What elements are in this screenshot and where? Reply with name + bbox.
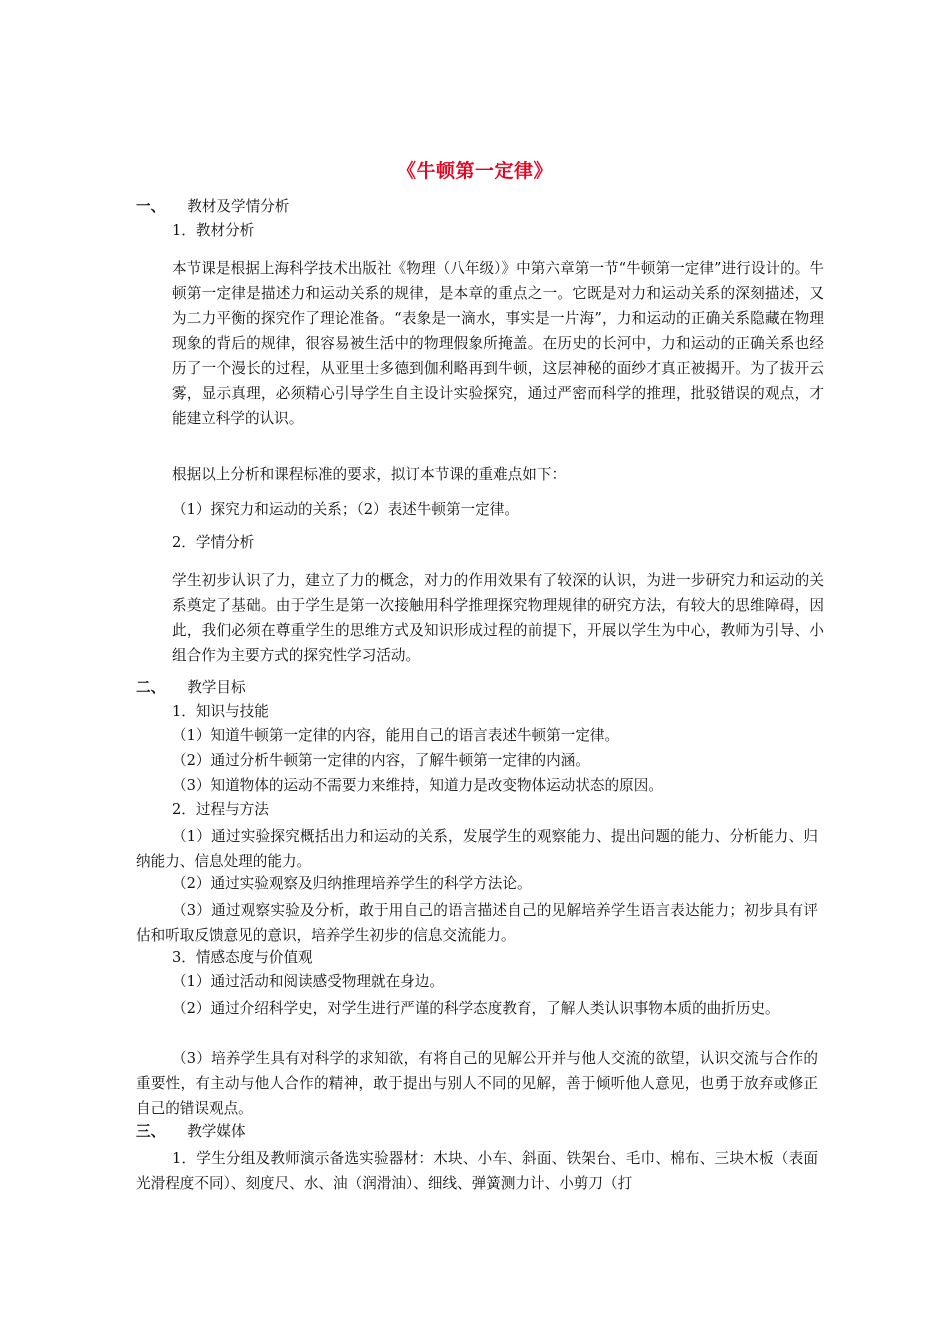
paragraph-key-points: （1）探究力和运动的关系；（2）表述牛顿第一定律。 — [172, 501, 519, 518]
list-item-attitude-1: （1）通过活动和阅读感受物理就在身边。 — [172, 973, 444, 990]
subheading-student-analysis: 2．学情分析 — [172, 534, 255, 551]
section-number: 三、 — [136, 1123, 166, 1140]
list-item-process-2: （2）通过实验观察及归纳推理培养学生的科学方法论。 — [172, 875, 532, 892]
section-number: 一、 — [136, 198, 166, 215]
subheading-process-method: 2．过程与方法 — [172, 801, 269, 818]
list-item-process-1: （1）通过实验探究概括出力和运动的关系，发展学生的观察能力、提出问题的能力、分析能力、归纳能力、信息处理的能力。 — [136, 828, 818, 870]
subheading-textbook-analysis: 1．教材分析 — [172, 222, 255, 239]
section-heading-2 — [136, 678, 246, 698]
section-heading-3 — [136, 1122, 246, 1142]
paragraph-textbook-analysis: 本节课是根据上海科学技术出版社《物理（八年级）》中第六章第一节“牛顿第一定律”进行设计的。牛顿第一定律是描述力和运动关系的规律，是本章的重点之一。它既是对力和运动关系的深刻描述，又为二力平衡的探究作了理论准备。“表象是一滴水，事实是一片海”，力和运动的正确关系隐藏在物理现象的背后的规律，很容易被生活中的物理假象所掩盖。在历史的长河中，力和运动的正确关系也经历了一个漫长的过程，从亚里士多德到伽利略再到牛顿，这层神秘的面纱才真正被揭开。为了拔开云雾，显示真理，必须精心引导学生自主设计实验探究，通过严密而科学的推理，批驳错误的观点，才能建立科学的认识。 — [172, 260, 824, 427]
document-title: 《牛顿第一定律》 — [396, 160, 553, 182]
list-item-knowledge-3: （3）知道物体的运动不需要力来维持，知道力是改变物体运动状态的原因。 — [172, 777, 663, 794]
section-title: 教材及学情分析 — [187, 198, 290, 215]
section-heading-1 — [136, 197, 289, 217]
list-item-attitude-3: （3）培养学生具有对科学的求知欲，有将自己的见解公开并与他人交流的欲望，认识交流与合作的重要性，有主动与他人合作的精神，敢于提出与别人不同的见解，善于倾听他人意见，也勇于放弃或修正自己的错误观点。 — [136, 1050, 818, 1117]
subheading-knowledge-skills: 1．知识与技能 — [172, 703, 269, 720]
list-item-attitude-2: （2）通过介绍科学史，对学生进行严谨的科学态度教育，了解人类认识事物本质的曲折历史。 — [172, 1000, 780, 1017]
list-item-media-1: 1．学生分组及教师演示备选实验器材：木块、小车、斜面、铁架台、毛巾、棉布、三块木板（表面光滑程度不同）、刻度尺、水、油（润滑油）、细线、弹簧测力计、小剪刀（打 — [136, 1150, 818, 1192]
list-item-knowledge-1: （1）知道牛顿第一定律的内容，能用自己的语言表述牛顿第一定律。 — [172, 727, 620, 744]
subheading-attitude-values: 3．情感态度与价值观 — [172, 949, 313, 966]
list-item-knowledge-2: （2）通过分析牛顿第一定律的内容，了解牛顿第一定律的内涵。 — [172, 752, 590, 769]
paragraph-key-points-intro: 根据以上分析和课程标准的要求，拟订本节课的重难点如下： — [172, 466, 567, 483]
section-title: 教学目标 — [187, 679, 246, 696]
section-title: 教学媒体 — [187, 1123, 246, 1140]
list-item-process-3: （3）通过观察实验及分析，敢于用自己的语言描述自己的见解培养学生语言表达能力；初步具有评估和听取反馈意见的意识，培养学生初步的信息交流能力。 — [136, 902, 818, 944]
section-number: 二、 — [136, 679, 166, 696]
paragraph-student-analysis: 学生初步认识了力，建立了力的概念，对力的作用效果有了较深的认识，为进一步研究力和运动的关系奠定了基础。由于学生是第一次接触用科学推理探究物理规律的研究方法，有较大的思维障碍，因此，我们必须在尊重学生的思维方式及知识形成过程的前提下，开展以学生为中心，教师为引导、小组合作为主要方式的探究性学习活动。 — [172, 572, 824, 664]
